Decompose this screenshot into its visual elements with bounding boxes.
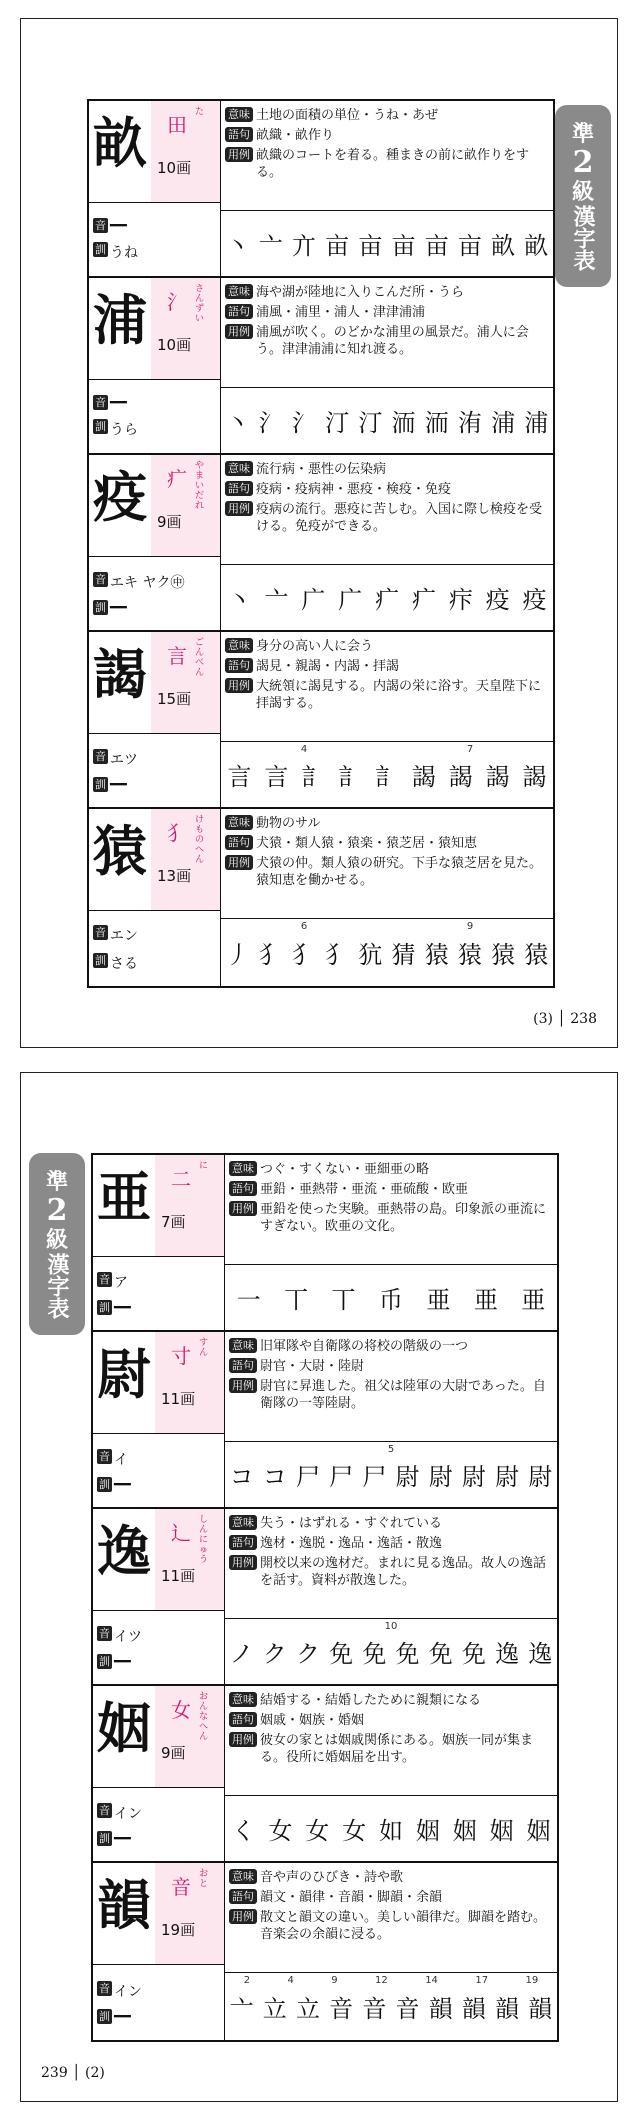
kun-label: 訓 — [95, 777, 106, 791]
stroke-step: 亠 — [229, 1995, 254, 2023]
stroke-step: 尸 — [295, 1463, 320, 1491]
stroke-count: 9画 — [157, 513, 182, 531]
kun-label: 訓 — [99, 1477, 110, 1491]
kun-reading: ━━ — [114, 1653, 131, 1670]
stroke-step: 亩 — [325, 232, 350, 260]
stroke-step: 亩 — [391, 232, 416, 260]
stroke-step: コ — [229, 1463, 254, 1491]
stroke-number: 4 — [287, 1975, 294, 1986]
stroke-step: 謁 — [485, 763, 510, 791]
stroke-step: 氵 — [258, 409, 283, 437]
radical-name: た — [195, 107, 205, 117]
example-label: 用例 — [225, 855, 253, 870]
phrases: 畝織・畝作り — [256, 128, 335, 143]
on-label: 音 — [99, 1981, 110, 1995]
phrases-label: 語句 — [225, 658, 253, 673]
kanji-char: 亜 — [97, 1165, 151, 1229]
kun-label: 訓 — [95, 242, 106, 256]
stroke-step: 韻 — [428, 1995, 453, 2023]
stroke-step: 洏 — [424, 409, 449, 437]
stroke-number: 10 — [384, 1621, 398, 1632]
meaning-label: 意味 — [229, 1338, 257, 1353]
kun-reading: ━━ — [114, 1299, 131, 1316]
stroke-step: コ — [262, 1463, 287, 1491]
example-label: 用例 — [229, 1909, 257, 1924]
meaning-label: 意味 — [229, 1692, 257, 1707]
stroke-step: 尉 — [495, 1463, 520, 1491]
stroke-step: 逸 — [528, 1640, 553, 1668]
stroke-step: 浦 — [524, 409, 549, 437]
example-label: 用例 — [229, 1732, 257, 1747]
stroke-step: 謁 — [411, 763, 436, 791]
meaning: 流行病・悪性の伝染病 — [256, 462, 387, 477]
stroke-number: 5 — [387, 1444, 395, 1455]
kun-reading: ━━ — [110, 776, 127, 793]
stroke-step: 韻 — [461, 1995, 486, 2023]
on-label: 音 — [99, 1272, 110, 1286]
stroke-step: 如 — [378, 1817, 403, 1845]
stroke-step: 亜 — [521, 1286, 546, 1314]
kun-reading: ━━ — [114, 1830, 131, 1847]
on-label: 音 — [95, 749, 106, 763]
example: 畝織のコートを着る。種まきの前に畝作りをする。 — [256, 148, 530, 180]
kun-label: 訓 — [99, 1300, 110, 1314]
kun-reading: うら — [110, 421, 138, 438]
kanji-entry — [89, 101, 553, 278]
stroke-step: 汀 — [358, 409, 383, 437]
on-label: 音 — [95, 395, 106, 409]
radical: 田 — [167, 113, 187, 137]
on-reading: ━━ — [110, 394, 127, 411]
stroke-step: 免 — [428, 1640, 453, 1668]
stroke-step: 丿 — [225, 941, 250, 969]
stroke-step: 广 — [301, 586, 326, 614]
stroke-order — [225, 1973, 557, 2040]
example: 散文と韻文の違い。美しい韻律だ。脚韻を踏む。音楽会の余韻に浸る。 — [260, 1910, 547, 1942]
kanji-table — [87, 99, 555, 988]
stroke-step: 訁 — [374, 763, 399, 791]
stroke-step: 猜 — [391, 941, 416, 969]
stroke-step: 免 — [362, 1640, 387, 1668]
kanji-entry — [89, 278, 553, 455]
stroke-step: 猿 — [457, 941, 482, 969]
stroke-step: ク — [295, 1640, 320, 1668]
radical: 音 — [171, 1875, 191, 1899]
stroke-step: 猿 — [524, 941, 549, 969]
stroke-number: 19 — [525, 1975, 539, 1986]
meaning: 土地の面積の単位・うね・あぜ — [256, 108, 439, 123]
example: 疫病の流行。悪疫に苦しむ。入国に際し検疫を受ける。免疫ができる。 — [256, 502, 543, 534]
meaning: 失う・はずれる・すぐれている — [260, 1516, 443, 1531]
phrases-label: 語句 — [225, 835, 253, 850]
stroke-order — [225, 1442, 557, 1507]
stroke-step: 音 — [362, 1995, 387, 2023]
meaning-label: 意味 — [225, 638, 253, 653]
stroke-step: 韻 — [528, 1995, 553, 2023]
kanji-entry — [89, 809, 553, 986]
stroke-step: 亩 — [457, 232, 482, 260]
stroke-step: 姻 — [526, 1817, 551, 1845]
phrases: 疫病・疫病神・悪疫・検疫・免疫 — [256, 482, 452, 497]
phrases: 尉官・大尉・陸尉 — [260, 1359, 365, 1374]
meaning-label: 意味 — [225, 107, 253, 122]
meaning-label: 意味 — [229, 1161, 257, 1176]
stroke-count: 19画 — [161, 1921, 196, 1939]
stroke-step: 犭 — [291, 941, 316, 969]
stroke-step: 訁 — [338, 763, 363, 791]
stroke-step: 一 — [236, 1286, 261, 1314]
stroke-step: 尸 — [362, 1463, 387, 1491]
stroke-number: 4 — [300, 744, 308, 755]
on-label: 音 — [99, 1626, 110, 1640]
kun-label: 訓 — [95, 419, 106, 433]
stroke-step: く — [231, 1817, 256, 1845]
phrases: 姻戚・姻族・婚姻 — [260, 1713, 365, 1728]
example: 犬猿の仲。類人猿の研究。下手な猿芝居を見た。猿知恵を働かせる。 — [256, 856, 543, 888]
level-tab: 準 2 級 漢字表 — [555, 105, 611, 287]
radical-name: しんにゅう — [199, 1515, 209, 1565]
stroke-number: 12 — [375, 1975, 388, 1986]
phrases-label: 語句 — [229, 1181, 257, 1196]
stroke-step: 亠 — [264, 586, 289, 614]
on-label: 音 — [95, 572, 106, 586]
phrases: 犬猿・類人猿・猿楽・猿芝居・猿知恵 — [256, 836, 478, 851]
on-reading: エツ — [110, 751, 138, 768]
kanji-char: 姻 — [97, 1696, 151, 1760]
kun-reading: うね — [110, 244, 138, 261]
stroke-order — [225, 1619, 557, 1684]
on-label: 音 — [95, 218, 106, 232]
phrases-label: 語句 — [229, 1712, 257, 1727]
stroke-step: 亩 — [358, 232, 383, 260]
kanji-char: 猿 — [93, 819, 147, 883]
stroke-step: 謁 — [522, 763, 547, 791]
phrases-label: 語句 — [225, 304, 253, 319]
stroke-step: 汀 — [325, 409, 350, 437]
stroke-number: 9 — [466, 921, 474, 932]
stroke-count: 7画 — [161, 1213, 186, 1231]
stroke-step: 音 — [329, 1995, 354, 2023]
on-label: 音 — [95, 925, 106, 939]
stroke-step: 言 — [264, 763, 289, 791]
stroke-step: 犺 — [358, 941, 383, 969]
phrases-label: 語句 — [225, 481, 253, 496]
phrases: 韻文・韻律・音韻・脚韻・余韻 — [260, 1890, 443, 1905]
stroke-step: 疒 — [411, 586, 436, 614]
radical-name: おと — [199, 1869, 209, 1889]
stroke-step: 立 — [295, 1995, 320, 2023]
stroke-order — [221, 919, 553, 986]
stroke-step: 免 — [461, 1640, 486, 1668]
meaning: 身分の高い人に会う — [256, 639, 374, 654]
stroke-step: 尉 — [428, 1463, 453, 1491]
example: 尉官に昇進した。祖父は陸軍の大尉であった。自衛隊の一等陸尉。 — [260, 1379, 546, 1411]
stroke-step: 猿 — [491, 941, 516, 969]
meaning: 動物のサル — [256, 816, 321, 831]
kanji-char: 韻 — [97, 1873, 151, 1937]
on-reading: イツ — [114, 1628, 142, 1645]
kun-label: 訓 — [95, 600, 106, 614]
page-number: (3) │ 238 — [533, 1011, 597, 1027]
stroke-step: 氵 — [291, 409, 316, 437]
page-number: 239 │ (2) — [41, 2065, 105, 2081]
stroke-count: 10画 — [157, 336, 192, 354]
radical: 辶 — [171, 1521, 191, 1545]
stroke-step: 疜 — [448, 586, 473, 614]
stroke-step: 姻 — [415, 1817, 440, 1845]
stroke-step: 立 — [262, 1995, 287, 2023]
stroke-step: 畝 — [491, 232, 516, 260]
phrases-label: 語句 — [225, 127, 253, 142]
stroke-count: 11画 — [161, 1567, 196, 1585]
stroke-step: 猿 — [424, 941, 449, 969]
stroke-step: 亩 — [424, 232, 449, 260]
phrases: 亜鉛・亜熱帯・亜流・亜硫酸・欧亜 — [260, 1182, 469, 1197]
stroke-step: 尸 — [329, 1463, 354, 1491]
radical: 言 — [167, 644, 187, 668]
meaning: 旧軍隊や自衛隊の将校の階級の一つ — [260, 1339, 469, 1354]
meaning-label: 意味 — [225, 284, 253, 299]
kanji-entry — [93, 1155, 557, 1332]
stroke-step: 丅 — [331, 1286, 356, 1314]
radical-name: けものへん — [195, 815, 205, 865]
kanji-entry — [93, 1332, 557, 1509]
radical-name: に — [199, 1161, 209, 1171]
stroke-step: 女 — [268, 1817, 293, 1845]
stroke-step: 畝 — [524, 232, 549, 260]
meaning: 海や湖が陸地に入りこんだ所・うら — [256, 285, 465, 300]
example-label: 用例 — [229, 1378, 257, 1393]
on-reading: イ — [114, 1451, 128, 1468]
kanji-char: 謁 — [93, 642, 147, 706]
stroke-order — [221, 388, 553, 453]
meaning-label: 意味 — [225, 815, 253, 830]
on-reading: イン — [114, 1805, 142, 1822]
kun-label: 訓 — [99, 2009, 110, 2023]
stroke-step: 丶 — [225, 232, 250, 260]
stroke-step: 免 — [329, 1640, 354, 1668]
radical: 女 — [171, 1698, 191, 1722]
stroke-order — [225, 1265, 557, 1330]
kanji-entry — [89, 632, 553, 809]
stroke-step: 犭 — [258, 941, 283, 969]
stroke-step: 姻 — [489, 1817, 514, 1845]
stroke-count: 11画 — [161, 1390, 196, 1408]
on-label: 音 — [99, 1803, 110, 1817]
stroke-number: 2 — [243, 1975, 251, 1986]
radical-name: すん — [199, 1338, 209, 1358]
radical-name: ごんべん — [195, 638, 205, 678]
example-label: 用例 — [225, 147, 253, 162]
stroke-step: 尉 — [528, 1463, 553, 1491]
stroke-step: 訁 — [301, 763, 326, 791]
kun-reading: ━━ — [110, 599, 127, 616]
level-tab: 準 2 級 漢字表 — [29, 1153, 85, 1335]
phrases-label: 語句 — [229, 1358, 257, 1373]
kun-reading: ━━ — [114, 1476, 131, 1493]
kun-label: 訓 — [99, 1831, 110, 1845]
stroke-step: 亠 — [258, 232, 283, 260]
stroke-step: 洧 — [457, 409, 482, 437]
radical-name: さんずい — [195, 284, 205, 324]
stroke-number: 17 — [475, 1975, 489, 1986]
on-reading: エキ ヤク㊥ — [110, 574, 185, 591]
on-reading: エン — [110, 927, 138, 944]
kun-label: 訓 — [95, 953, 106, 967]
stroke-step: 浦 — [491, 409, 516, 437]
stroke-step: 丅 — [284, 1286, 309, 1314]
kun-reading: さる — [110, 955, 138, 972]
stroke-count: 9画 — [161, 1744, 186, 1762]
stroke-number: 9 — [331, 1975, 338, 1986]
example: 浦風が吹く。のどかな浦里の風景だ。浦人に会う。津津浦浦に知れ渡る。 — [256, 325, 529, 357]
on-reading: イン — [114, 1983, 142, 2000]
kanji-entry — [89, 455, 553, 632]
phrases-label: 語句 — [229, 1535, 257, 1550]
stroke-number: 7 — [466, 744, 474, 755]
stroke-number: 6 — [300, 921, 308, 932]
kanji-table — [91, 1153, 559, 2042]
kanji-char: 尉 — [97, 1342, 151, 1406]
stroke-step: 女 — [342, 1817, 367, 1845]
kun-reading: ━━ — [114, 2008, 131, 2025]
radical: 寸 — [171, 1344, 191, 1368]
stroke-step: ク — [262, 1640, 287, 1668]
meaning-label: 意味 — [229, 1515, 257, 1530]
kanji-entry — [93, 1863, 557, 2040]
phrases: 浦風・浦里・浦人・津津浦浦 — [256, 305, 426, 320]
stroke-count: 15画 — [157, 690, 192, 708]
stroke-step: 亜 — [473, 1286, 498, 1314]
stroke-step: 疫 — [485, 586, 510, 614]
stroke-step: 音 — [395, 1995, 420, 2023]
phrases: 逸材・逸脱・逸品・逸話・散逸 — [260, 1536, 443, 1551]
on-label: 音 — [99, 1449, 110, 1463]
stroke-step: 韻 — [495, 1995, 520, 2023]
meaning: 音や声のひびき・詩や歌 — [260, 1870, 404, 1885]
stroke-step: 丶 — [225, 409, 250, 437]
radical-name: やまいだれ — [195, 461, 205, 511]
stroke-step: 丶 — [227, 586, 252, 614]
stroke-step: 姻 — [452, 1817, 477, 1845]
example: 彼女の家とは姻戚関係にある。姻族一同が集まる。役所に婚姻届を出す。 — [260, 1733, 534, 1765]
stroke-count: 13画 — [157, 867, 192, 885]
stroke-step: 亣 — [291, 232, 316, 260]
stroke-step: 逸 — [495, 1640, 520, 1668]
stroke-step: ノ — [229, 1640, 254, 1668]
example-label: 用例 — [229, 1201, 257, 1216]
stroke-order — [225, 1796, 557, 1861]
meaning-label: 意味 — [225, 461, 253, 476]
stroke-step: 广 — [338, 586, 363, 614]
example-label: 用例 — [225, 678, 253, 693]
example-label: 用例 — [229, 1555, 257, 1570]
stroke-step: 洏 — [391, 409, 416, 437]
phrases: 謁見・親謁・内謁・拝謁 — [256, 659, 400, 674]
example: 大統領に謁見する。内謁の栄に浴す。天皇陛下に拝謁する。 — [256, 679, 541, 711]
meaning-label: 意味 — [229, 1869, 257, 1884]
stroke-order — [221, 211, 553, 276]
stroke-step: 言 — [227, 763, 252, 791]
stroke-step: 犭 — [325, 941, 350, 969]
kanji-entry — [93, 1686, 557, 1863]
stroke-step: 疒 — [374, 586, 399, 614]
radical: 犭 — [167, 821, 187, 845]
stroke-order — [221, 565, 553, 630]
radical-name: おんなへん — [199, 1692, 209, 1742]
example: 亜鉛を使った実験。亜熱帯の島。印象派の亜流にすぎない。欧亜の文化。 — [260, 1202, 547, 1234]
stroke-step: 女 — [305, 1817, 330, 1845]
kanji-entry — [93, 1509, 557, 1686]
meaning: 結婚する・結婚したために親類になる — [260, 1693, 482, 1708]
meaning: つぐ・すくない・亜細亜の略 — [260, 1162, 430, 1177]
kanji-char: 浦 — [93, 288, 147, 352]
stroke-order — [221, 742, 553, 807]
kanji-char: 畝 — [93, 111, 147, 175]
page-239 — [20, 1072, 618, 2102]
stroke-step: 謁 — [448, 763, 473, 791]
on-reading: ア — [114, 1274, 128, 1291]
radical: 疒 — [167, 467, 187, 491]
example-label: 用例 — [225, 501, 253, 516]
stroke-step: 免 — [395, 1640, 420, 1668]
stroke-step: 亜 — [426, 1286, 451, 1314]
stroke-step: 疫 — [522, 586, 547, 614]
radical: 氵 — [167, 290, 187, 314]
phrases-label: 語句 — [229, 1889, 257, 1904]
kanji-char: 逸 — [97, 1519, 151, 1583]
stroke-number: 14 — [425, 1975, 438, 1986]
example: 開校以来の逸材だ。まれに見る逸品。故人の逸話を話す。資料が散逸した。 — [260, 1556, 547, 1588]
kanji-char: 疫 — [93, 465, 147, 529]
page-238 — [20, 18, 618, 1048]
stroke-count: 10画 — [157, 159, 192, 177]
stroke-step: 尉 — [395, 1463, 420, 1491]
kun-label: 訓 — [99, 1654, 110, 1668]
stroke-step: 币 — [378, 1286, 403, 1314]
example-label: 用例 — [225, 324, 253, 339]
radical: 二 — [171, 1167, 191, 1191]
on-reading: ━━ — [110, 217, 127, 234]
stroke-step: 尉 — [461, 1463, 486, 1491]
